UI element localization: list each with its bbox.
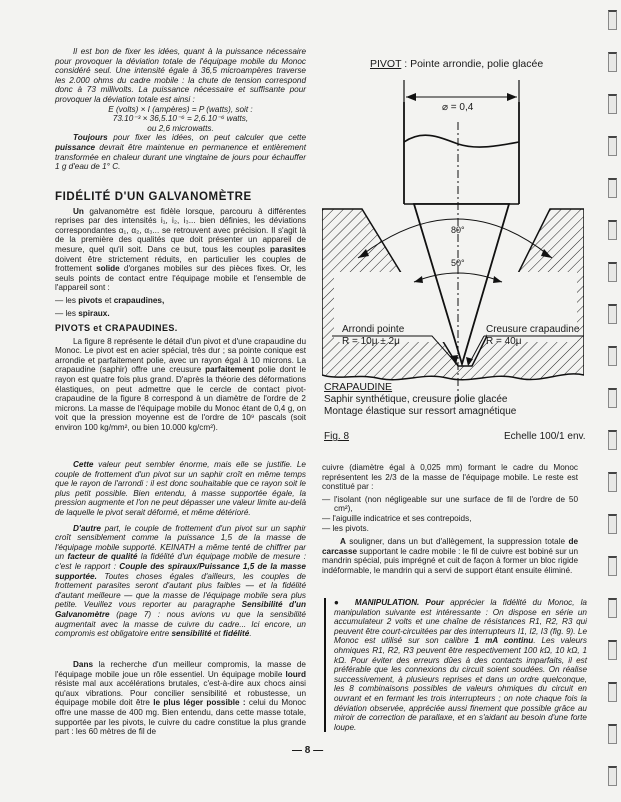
binder-hole [608, 262, 617, 282]
crapaudine-title: CRAPAUDINE [324, 381, 393, 393]
manipulation-paragraph: ● MANIPULATION. Pour apprécier la fidélité du Monoc, la manipulation suivante est intéressante : On dispose en série un accumulateur 2 volts et une chaîne de résistances R1, R2, R3 qui peuvent être court-circuitées par des interrupteurs I1, I2, I3 (fig. 9). Le Monoc est utilisé sur son calibre 1 mA continu. Les valeurs ohmiques R1, R2, R3 peuvent être respectivement 100 kΩ, 10 kΩ, 1 kΩ. Pour éviter des erreurs dûes à des contacts imparfaits, il est préférable que les connexions du circuit soient soudées. On réalise successivement, à plusieurs reprises et dans un ordre quelconque, les 8 combinaisons possibles de valeurs ohmiques du circuit en ouvrant et en fermant les trois interrupteurs ; on note chaque fois la déviation observée, appréciée aussi finement que possible grâce au miroir de correction de parallaxe, et en s'aidant au besoin d'une forte loupe. [334, 598, 587, 732]
binder-hole [608, 640, 617, 660]
autre-paragraph: D'autre part, le couple de frottement d'un pivot sur un saphir croît sensiblement comme la puissance 1,5 de la masse de l'équipage mobile supporté. KEINATH a même tenté de chiffrer par un facteur de qualité la fidélité d'un équipage mobile de mesure : c'est le rapport : Couple des spiraux/Puissance 1,5 de la masse supportée. Toutes choses égales d'ailleurs, les couples de frottement parasites seront d'autant plus faibles — et la fidélité d'autant meilleure — que la masse de l'équipage mobile sera plus petite. Veuillez vous reporter au paragraphe Sensibilité d'un Galvanomètre (page 7) : nous avions vu que la sensibilité augmentait avec la masse de cuivre du cadre... Ici encore, un compromis est obligatoire entre sensibilité et fidélité. [55, 523, 306, 639]
cette-paragraph: Cette valeur peut sembler énorme, mais elle se justifie. Le couple de frottement d'un pivot sur un saphir croît en même temps que le rayon de l'arrondi : il est donc souhaitable que ce rayon soit le plus petit possible. Bien entendu, à masse supportée égale, la pression augmente et l'on ne peut dépasser une valeur limite au-delà de laquelle le pivot serait déformé, et même détérioré. [55, 460, 306, 517]
binder-hole [608, 472, 617, 492]
section-title: FIDÉLITÉ D'UN GALVANOMÈTRE [55, 191, 252, 203]
list-item: — les pivots. [322, 523, 369, 533]
binder-hole [608, 94, 617, 114]
creusure-value: R = 40μ [486, 336, 522, 347]
binder-hole [608, 304, 617, 324]
right-column-text [322, 463, 578, 576]
left-column-dans [55, 660, 306, 737]
binder-hole [608, 556, 617, 576]
left-column-fidelite [55, 193, 306, 318]
pivots-paragraph: La figure 8 représente le détail d'un pivot et d'une crapaudine du Monoc. Le pivot est en acier spécial, très dur ; sa pointe conique est arrondie et parfaitement polie, avec un rayon égal à 10 microns. La crapaudine (saphir) offre une creusure parfaitement polie dont le rayon est quatre fois plus grand. D'après la théorie des déformations élastiques, on peut admettre que le cercle de contact pivot-crapaudine de la figure 8 correspond à un diamètre de l'ordre de 2 microns. La masse de l'équipage mobile du Monoc étant de 0,4 g, on voit que la pression moyenne est de l'ordre de 10⁹ pascals (soit environ 100 kg/mm², ou bien 10.000 kg/cm²). [55, 336, 307, 432]
binder-hole [608, 388, 617, 408]
souligner-paragraph: A souligner, dans un but d'allègement, la suppression totale de carcasse supportant le cadre mobile : le fil de cuivre est bobiné sur un mandrin spécial, puis imprégné et cuit de façon à former un bloc rigide indéformable, le mandrin qui a servi de support étant ensuite éliminé. [322, 537, 578, 575]
subsection-title: PIVOTS et CRAPAUDINES. [55, 323, 178, 333]
binder-hole [608, 430, 617, 450]
binder-hole [608, 220, 617, 240]
left-column-pivots [55, 324, 306, 433]
dans-paragraph: Dans la recherche d'un meilleur compromis, la masse de l'équipage mobile joue un rôle essentiel. Un équipage mobile lourd résiste mal aux accélérations brutales, c'est-à-dire aux chocs ainsi qu'aux vibrations. Pour concilier sensibilité et robustesse, un équipage mobile doit être le plus léger possible : celui du Monoc offre une masse de 400 mg. Bien entendu, dans cette masse totale, supportée par les pivots, le cuivre du cadre constitue la plus grande part : les 60 mètres de fil de [55, 660, 306, 737]
arrondi-label: Arrondi pointe [342, 324, 405, 335]
toujours-paragraph: Toujours pour fixer les idées, on peut calculer que cette puissance devrait être maintenue en permanence et entièrement transformée en chaleur durant une vingtaine de jours pour échauffer 1 g d'eau de 1° C. [55, 133, 306, 172]
bullet-icon: ● [334, 598, 343, 607]
binder-hole [608, 682, 617, 702]
creusure-label: Creusure crapaudine [486, 324, 580, 335]
fidelite-paragraph: Un galvanomètre est fidèle lorsque, parcouru à différentes reprises par des intensités i₁, i₂, i₃... bien définies, les déviations correspondantes α₁, α₂, α₃... se retrouvent avec précision. Il s'agit là de la première des qualités que doit présenter un appareil de mesure, quel qu'il soit. Dans ce but, tous les couples parasites doivent être strictement réduits, en particulier les couples de frottement solide d'organes mobiles sur des pièces fixes. Or, les seuls points de contact entre l'équipage mobile et l'ensemble de l'appareil sont : [55, 206, 306, 293]
binder-hole [608, 52, 617, 72]
pivot-crapaudine-diagram [322, 72, 584, 402]
arrondi-value: R = 10μ ± 2μ [342, 336, 400, 347]
binder-hole [608, 766, 617, 786]
formula-line-2: 73.10⁻³ × 36,5.10⁻⁶ = 2,6.10⁻⁶ watts, [112, 114, 249, 124]
list-item: — les spiraux. [55, 308, 110, 318]
list-item: — les pivots et crapaudines, [55, 295, 165, 305]
binder-hole [608, 10, 617, 30]
angle-80-label: 80° [451, 225, 465, 235]
page-number: — 8 — [292, 745, 324, 756]
binder-hole [608, 724, 617, 744]
crapaudine-line-2: Montage élastique sur ressort amagnétique [324, 406, 517, 417]
list-item: — l'aiguille indicatrice et ses contrepoids, [322, 513, 472, 523]
binder-hole [608, 136, 617, 156]
intro-paragraph: Il est bon de fixer les idées, quant à la puissance nécessaire pour provoquer la déviation totale de l'équipage mobile du Monoc considéré seul. Une intensité égale à 36,5 microampères traverse les 2.000 ohms du cadre mobile : la chute de tension correspond donc à 73 millivolts. La puissance nécessaire et suffisante pour provoquer la déviation totale est ainsi : [55, 47, 306, 104]
manipulation-box [324, 598, 587, 732]
angle-50-label: 50° [451, 258, 465, 268]
crapaudine-line-1: Saphir synthétique, creusure polie glacée [324, 394, 508, 405]
list-item: — l'isolant (non négligeable sur une surface de fil de l'ordre de 50 cm²), [322, 494, 578, 514]
diameter-label: ⌀ = 0,4 [442, 102, 474, 113]
binder-hole [608, 514, 617, 534]
figure-number: Fig. 8 [324, 431, 350, 442]
scale-label: Echelle 100/1 env. [504, 431, 586, 442]
binder-hole [608, 598, 617, 618]
pivot-caption: PIVOT : Pointe arrondie, polie glacée [370, 58, 544, 70]
binder-hole [608, 178, 617, 198]
formula-line-1: E (volts) × I (ampères) = P (watts), soit : [108, 104, 253, 114]
binder-hole [608, 346, 617, 366]
figure-8 [322, 54, 584, 474]
left-column-top [55, 47, 306, 172]
continuation-paragraph: cuivre (diamètre égal à 0,025 mm) formant le cadre du Monoc représentent les 2/3 de la masse de l'équipage mobile. Le reste est constitué par : [322, 463, 578, 492]
formula-line-3: ou 2,6 microwatts. [147, 123, 214, 133]
left-column-cette [55, 460, 306, 639]
